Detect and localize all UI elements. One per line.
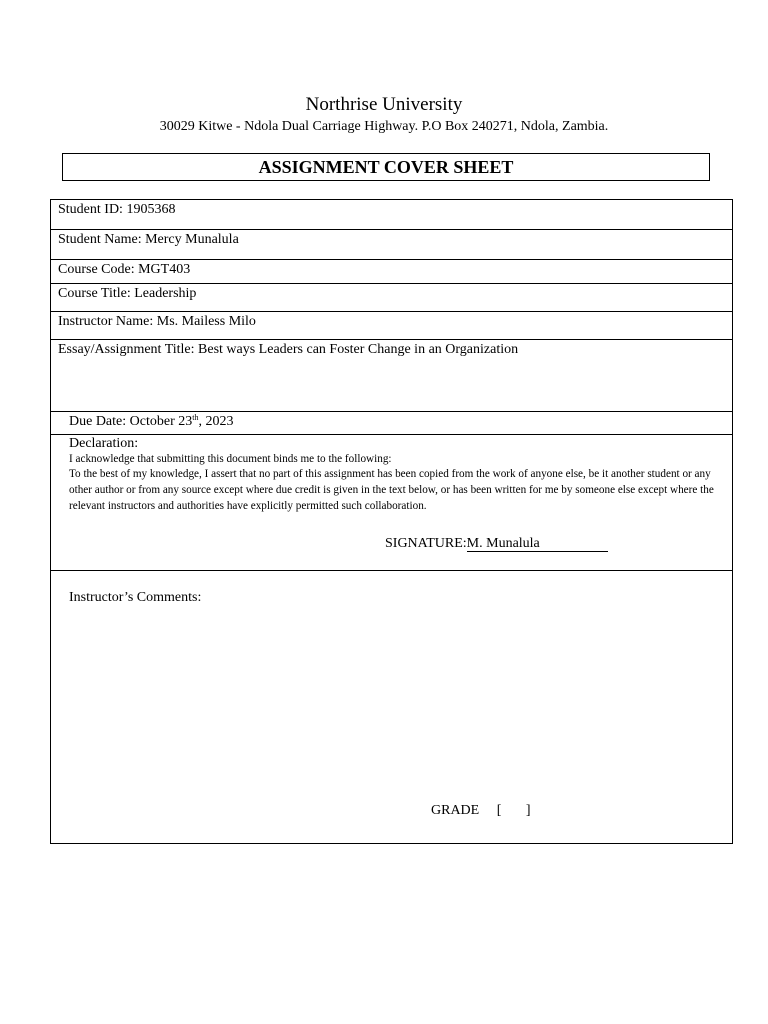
due-date-ordinal: th [192,413,199,422]
declaration-heading: Declaration: [69,436,139,451]
course-title-field: Course Title: Leadership [58,286,197,301]
course-code-field: Course Code: MGT403 [58,262,191,277]
row-divider [51,434,732,435]
instructor-comments-label: Instructor’s Comments: [69,590,202,605]
university-name: Northrise University [305,94,463,115]
declaration-text [69,453,725,514]
declaration-body: To the best of my knowledge, I assert that no part of this assignment has been copied from the work of anyone else, be it another student or any other author or from any source except where due credit is given in the text below, or has been written for me by someone else except where the relevant instructors and authorities have explicitly permitted such collaboration. [69,468,714,512]
row-divider [51,229,732,230]
due-date-text: Due Date: October 23 [69,414,193,429]
row-divider [51,339,732,340]
essay-title-field: Essay/Assignment Title: Best ways Leaders can Foster Change in an Organization [58,342,519,357]
signature-value: M. Munalula [467,537,608,552]
grade-label: GRADE [431,803,480,818]
cover-sheet-form [50,199,733,844]
row-divider [51,283,732,284]
row-divider [51,570,732,571]
document-title: ASSIGNMENT COVER SHEET [62,153,710,181]
university-address: 30029 Kitwe - Ndola Dual Carriage Highway. P.O Box 240271, Ndola, Zambia. [159,119,609,134]
instructor-name-field: Instructor Name: Ms. Mailess Milo [58,314,256,329]
row-divider [51,259,732,260]
row-divider [51,311,732,312]
due-date-year: , 2023 [198,414,234,429]
grade-brackets: [ ] [496,803,531,818]
signature-label: SIGNATURE: [385,536,467,551]
student-id-field: Student ID: 1905368 [58,202,176,217]
row-divider [51,411,732,412]
grade-block [431,802,531,819]
student-name-field: Student Name: Mercy Munalula [58,232,239,247]
declaration-line-1: I acknowledge that submitting this document binds me to the following: [69,453,392,465]
signature-block [385,535,608,552]
due-date-field [69,413,233,430]
